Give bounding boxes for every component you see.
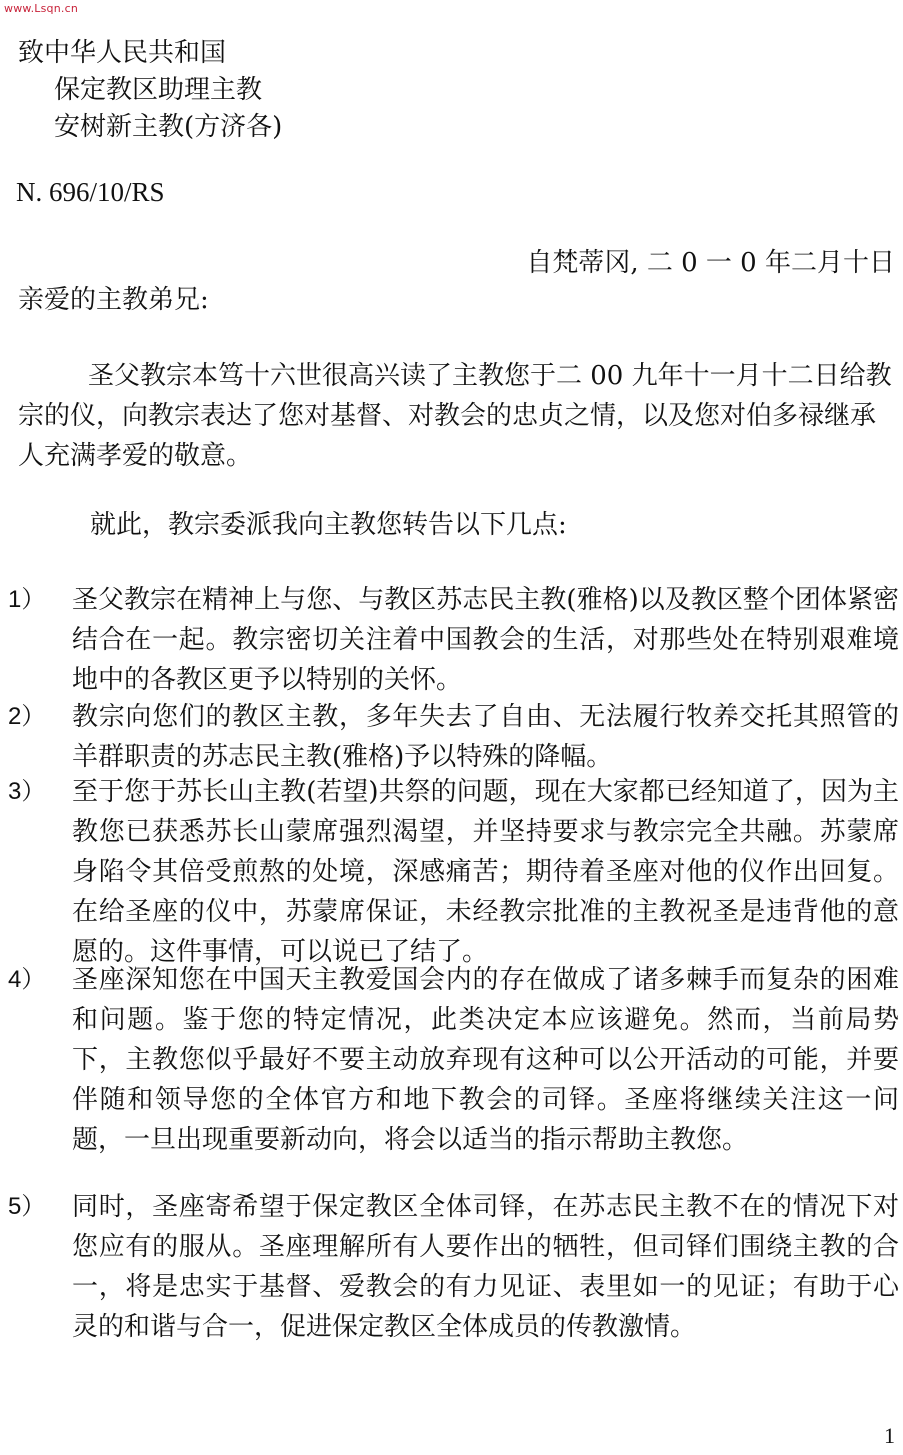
list-item-number: 5） <box>8 1193 46 1220</box>
reference-number: N. 696/10/RS <box>16 177 165 207</box>
list-item <box>8 1187 899 1387</box>
list-item <box>8 580 899 700</box>
place-date: 自梵蒂冈, 二 0 一 0 年二月十日 <box>526 248 895 278</box>
list-item-number: 2） <box>8 703 46 730</box>
list-item-text: 圣父教宗在精神上与您、与教区苏志民主教(雅格)以及教区整个团体紧密结合在一起。教宗密切关注着中国教会的生活，对那些处在特别艰难境地中的各教区更予以特别的关怀。 <box>72 585 899 695</box>
list-item-number: 1） <box>8 586 46 613</box>
list-item-text: 教宗向您们的教区主教，多年失去了自由、无法履行牧养交托其照管的羊群职责的苏志民主教(雅格)予以特殊的降幅。 <box>72 702 899 772</box>
list-item-text: 圣座深知您在中国天主教爱国会内的存在做成了诸多棘手而复杂的困难和问题。鉴于您的特定情况，此类决定本应该避免。然而，当前局势下，主教您似乎最好不要主动放弃现有这种可以公开活动的可能，并要伴随和领导您的全体官方和地下教会的司铎。圣座将继续关注这一问题，一旦出现重要新动向，将会以适当的指示帮助主教您。 <box>72 965 899 1155</box>
list-item-number: 3） <box>8 778 46 805</box>
list-item-text: 至于您于苏长山主教(若望)共祭的问题，现在大家都已经知道了，因为主教您已获悉苏长山蒙席强烈渴望，并坚持要求与教宗完全共融。苏蒙席身陷令其倍受煎熬的处境，深感痛苦；期待着圣座对他的仪作出回复。在给圣座的仪中，苏蒙席保证，未经教宗批准的主教祝圣是违背他的意愿的。这件事情，可以说已了结了。 <box>72 777 899 967</box>
addressee-line-1: 致中华人民共和国 <box>18 38 227 68</box>
list-item <box>8 772 899 972</box>
list-item <box>8 697 899 777</box>
list-item <box>8 960 899 1200</box>
salutation: 亲爱的主教弟兄: <box>18 285 209 315</box>
page-number: 1 <box>884 1423 895 1448</box>
intro-paragraph: 圣父教宗本笃十六世很高兴读了主教您于二 00 九年十一月十二日给教宗的仪，向教宗表达了您对基督、对教会的忠贞之情，以及您对伯多禄继承人充满孝爱的敬意。 <box>18 361 892 471</box>
addressee-line-2: 保定教区助理主教 <box>54 75 263 105</box>
site-watermark: www.Lsqn.cn <box>4 2 79 15</box>
list-item-text: 同时，圣座寄希望于保定教区全体司铎，在苏志民主教不在的情况下对您应有的服从。圣座理解所有人要作出的牺牲，但司铎们围绕主教的合一，将是忠实于基督、爱教会的有力见证、表里如一的见证；有助于心灵的和谐与合一，促进保定教区全体成员的传教激情。 <box>72 1192 899 1342</box>
addressee-line-3: 安树新主教(方济各) <box>54 112 283 142</box>
transition-line: 就此，教宗委派我向主教您转告以下几点: <box>90 510 567 540</box>
list-item-number: 4） <box>8 966 46 993</box>
